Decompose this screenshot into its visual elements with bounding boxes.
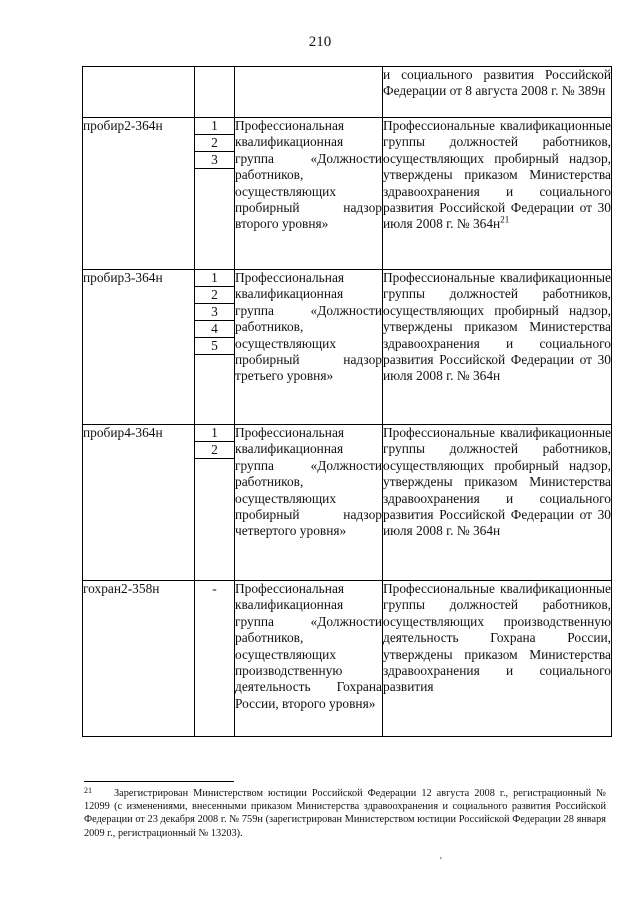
document-text: Профессиональные квалификационные группы должностей работников, осуществляющих пробирный надзор, утверждены приказом Министерства здравоохранения и социального развития Российской Федерации от 30 июля 2008 г. № 364н — [383, 118, 611, 232]
level-number: 2 — [195, 135, 234, 152]
level-number: 4 — [195, 321, 234, 338]
level-cell — [195, 67, 235, 118]
code-cell: пробир3-364н — [83, 270, 195, 425]
group-name-cell: Профессиональная квалификационная группа «Должности работников, осуществляющих пробирный надзор четвертого уровня» — [235, 425, 383, 581]
code-cell: гохран2-358н — [83, 581, 195, 737]
table-row — [83, 270, 612, 425]
code-cell — [83, 67, 195, 118]
table-row — [83, 67, 612, 118]
level-cell — [195, 581, 235, 737]
level-number: 2 — [195, 287, 234, 304]
level-number: 3 — [195, 152, 234, 169]
level-number: 5 — [195, 338, 234, 355]
level-number: 2 — [195, 442, 234, 459]
table-row — [83, 581, 612, 737]
level-number: 1 — [195, 118, 234, 135]
group-name-cell: Профессиональная квалификационная группа «Должности работников, осуществляющих пробирный надзор второго уровня» — [235, 118, 383, 270]
level-number: - — [212, 581, 217, 596]
qualification-groups-table — [82, 66, 612, 737]
footnote-number: 21 — [84, 786, 92, 795]
document-cell: и социального развития Российской Федерации от 8 августа 2008 г. № 389н — [383, 67, 612, 118]
code-cell: пробир2-364н — [83, 118, 195, 270]
table-row — [83, 118, 612, 270]
document-cell — [383, 118, 612, 270]
footnote-separator — [84, 781, 234, 782]
document-cell: Профессиональные квалификационные группы должностей работников, осуществляющих производственную деятельность Гохрана России, утверждены приказом Министерства здравоохранения и социального развития — [383, 581, 612, 737]
level-number: 1 — [195, 270, 234, 287]
level-cell — [195, 425, 235, 581]
footnote — [84, 787, 606, 840]
table-row — [83, 425, 612, 581]
level-number: 1 — [195, 425, 234, 442]
page-number: 210 — [308, 34, 332, 50]
footnote-text: Зарегистрирован Министерством юстиции Российской Федерации 12 августа 2008 г., регистрационный № 12099 (с изменениями, внесенными приказом Министерства здравоохранения и социального развития Российской Федерации от 23 декабря 2008 г. № 759н (зарегистрирован Министерством юстиции Российской Федерации 28 января 2009 г., регистрационный № 13203). — [84, 788, 606, 839]
level-number: 3 — [195, 304, 234, 321]
footnote-ref: 21 — [500, 214, 510, 225]
document-cell: Профессиональные квалификационные группы должностей работников, осуществляющих пробирный надзор, утверждены приказом Министерства здравоохранения и социального развития Российской Федерации от 30 июля 2008 г. № 364н — [383, 270, 612, 425]
code-cell: пробир4-364н — [83, 425, 195, 581]
level-cell — [195, 118, 235, 270]
group-name-cell: Профессиональная квалификационная группа «Должности работников, осуществляющих пробирный надзор третьего уровня» — [235, 270, 383, 425]
scan-mark: ' — [440, 856, 442, 867]
level-cell — [195, 270, 235, 425]
group-name-cell: Профессиональная квалификационная группа «Должности работников, осуществляющих производственную деятельность Гохрана России, второго уровня» — [235, 581, 383, 737]
group-name-cell — [235, 67, 383, 118]
document-cell: Профессиональные квалификационные группы должностей работников, осуществляющих пробирный надзор, утверждены приказом Министерства здравоохранения и социального развития Российской Федерации от 30 июля 2008 г. № 364н — [383, 425, 612, 581]
